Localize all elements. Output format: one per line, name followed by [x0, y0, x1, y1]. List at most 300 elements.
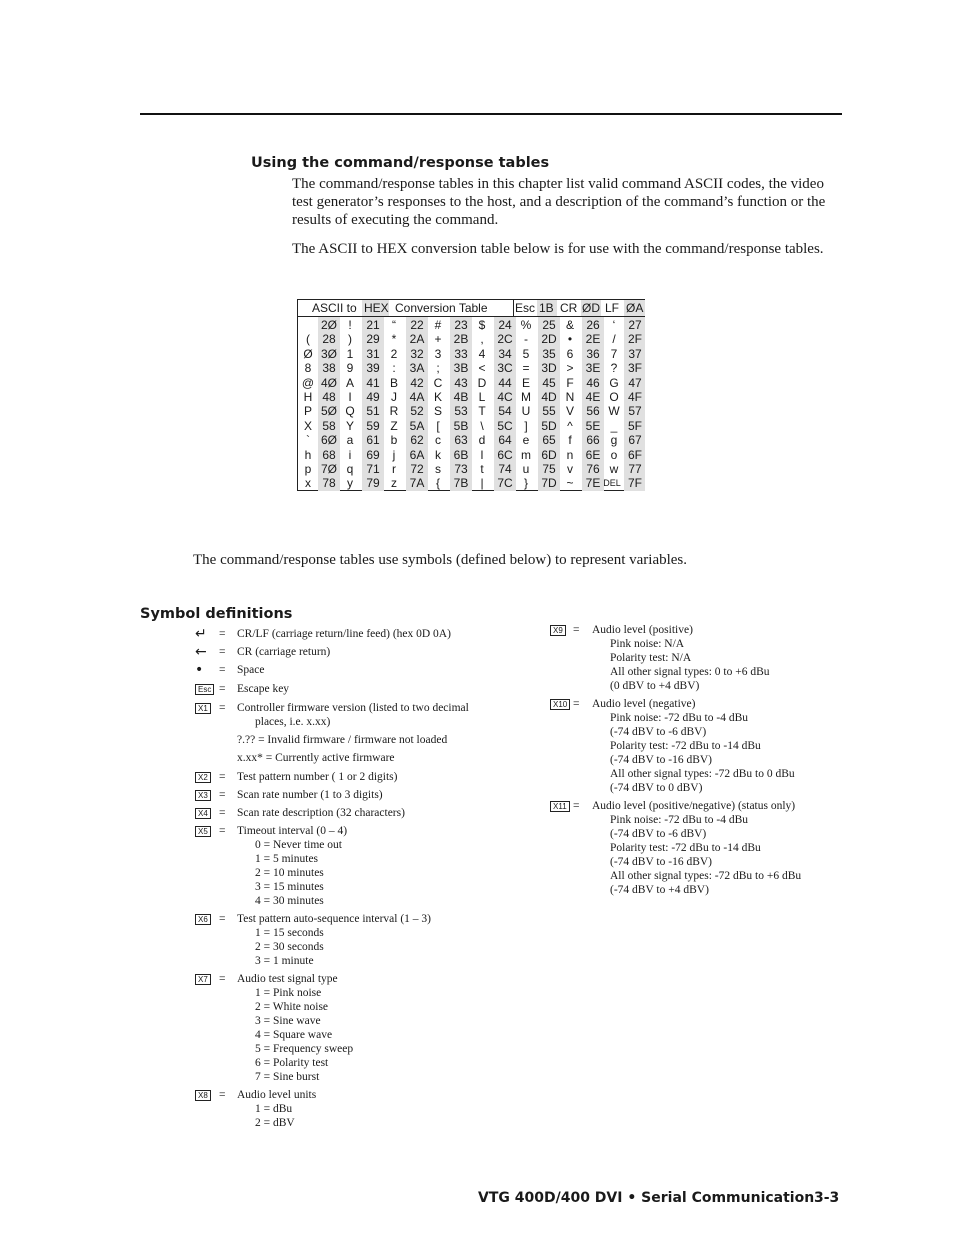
ascii-char-cell: v — [567, 462, 573, 476]
hex-code-cell: 3B — [453, 361, 469, 376]
table-row — [298, 347, 644, 362]
symbol-value: 5 = Frequency sweep — [255, 1043, 354, 1055]
ascii-char-cell: A — [345, 375, 354, 390]
symbol-key — [195, 701, 211, 715]
hex-code-cell: 7A — [409, 476, 425, 491]
hex-code-cell: 6Ø — [320, 433, 337, 448]
symbol-value: (-74 dBV to 0 dBV) — [610, 782, 703, 794]
ascii-char-cell: Y — [345, 418, 354, 433]
symbol-key — [195, 972, 211, 986]
ascii-char-cell: c — [435, 433, 441, 448]
hex-code-cell: 6A — [409, 447, 425, 462]
ascii-char-cell: B — [389, 375, 398, 390]
ascii-char-cell: q — [346, 462, 354, 476]
symbol-value: Pink noise: -72 dBu to -4 dBu — [610, 712, 749, 724]
symbol-value: Pink noise: -72 dBu to -4 dBu — [610, 814, 749, 826]
hex-code-cell: 53 — [454, 404, 468, 419]
ascii-hex-table — [297, 299, 645, 491]
hex-code-cell: 7Ø — [320, 462, 337, 476]
hex-code-cell: 44 — [498, 375, 512, 390]
symbol-value: (-74 dBV to -16 dBV) — [610, 856, 713, 868]
ascii-char-cell: 3 — [434, 346, 442, 361]
hex-code-cell: 5A — [409, 418, 425, 433]
variable-box: X3 — [195, 790, 211, 801]
symbol-value: Polarity test: N/A — [610, 652, 692, 664]
ascii-char-cell: I — [348, 390, 352, 404]
symbol-description: Scan rate description (32 characters) — [237, 807, 405, 819]
ascii-char-cell: h — [304, 447, 312, 462]
hex-code-cell: 45 — [542, 375, 556, 390]
hex-code-cell: 64 — [498, 433, 512, 448]
hex-code-cell: 72 — [410, 462, 424, 476]
table-row — [298, 390, 644, 405]
hex-code-cell: 46 — [586, 375, 600, 390]
hex-code-cell: 3F — [627, 361, 642, 376]
symbol-key — [195, 824, 211, 838]
symbol-description: Scan rate number (1 to 3 digits) — [237, 789, 383, 801]
hex-code-cell: 63 — [454, 433, 468, 448]
hex-code-cell: 5C — [497, 418, 513, 433]
ascii-char-cell: M — [521, 390, 531, 404]
hex-code-cell: 32 — [410, 346, 424, 361]
variable-box: X4 — [195, 808, 211, 819]
hex-code-cell: 3E — [585, 361, 601, 376]
hex-code-cell: 6F — [627, 447, 642, 462]
ascii-char-cell: DEL — [603, 478, 621, 489]
symbol-key — [195, 806, 211, 820]
symbol-value: All other signal types: 0 to +6 dBu — [610, 666, 770, 678]
table-row — [298, 462, 644, 477]
symbol-description: Audio test signal type — [237, 973, 338, 985]
symbol-value: 0 = Never time out — [255, 839, 342, 851]
ascii-char-cell: y — [347, 476, 353, 491]
ascii-char-cell: 4 — [478, 346, 486, 361]
symbol-note: ?.?? = Invalid firmware / firmware not loaded — [237, 734, 448, 746]
hex-code-cell: 39 — [366, 361, 380, 376]
ascii-char-cell: b — [390, 433, 398, 448]
hex-code-cell: 51 — [366, 404, 380, 419]
hex-code-cell: 73 — [454, 462, 468, 476]
hex-code-cell: 4E — [585, 390, 601, 404]
table-row — [298, 448, 644, 463]
hex-code-cell: 74 — [498, 462, 512, 476]
symbol-value: 2 = White noise — [255, 1001, 329, 1013]
ascii-char-cell: ‘ — [612, 318, 616, 332]
ascii-char-cell: ( — [306, 332, 310, 347]
equals-sign: = — [219, 789, 226, 801]
ascii-char-cell: s — [435, 462, 441, 476]
equals-sign: = — [219, 973, 226, 985]
ascii-char-cell: p — [304, 462, 312, 476]
symbol-value: 3 = 15 minutes — [255, 881, 324, 893]
ascii-char-cell: ) — [348, 332, 352, 347]
table-title-conversion: Conversion Table — [395, 301, 488, 315]
ascii-char-cell: l — [480, 447, 484, 462]
hex-code-cell: 59 — [366, 418, 380, 433]
footer-title: VTG 400D/400 DVI • Serial Communication — [478, 1190, 815, 1206]
variable-box: X10 — [550, 699, 570, 710]
ascii-char-cell: ^ — [567, 418, 573, 433]
ascii-char-cell: K — [433, 390, 442, 404]
symbol-description: Audio level (negative) — [592, 698, 696, 710]
ascii-char-cell: = — [522, 361, 530, 376]
ascii-char-cell: Z — [390, 418, 398, 433]
hex-code-cell: 2F — [627, 332, 642, 347]
intro-paragraph: The command/response tables in this chapter list valid command ASCII codes, the video test generator’s responses to the host, and a description of the command’s function or the results of executing the command. — [292, 176, 826, 228]
equals-sign: = — [219, 683, 226, 695]
ascii-char-cell: n — [566, 447, 574, 462]
ascii-char-cell: D — [477, 375, 487, 390]
symbol-value: (-74 dBV to -6 dBV) — [610, 726, 707, 738]
ascii-char-cell: # — [434, 318, 442, 332]
hex-code-cell: 78 — [322, 476, 336, 491]
ascii-char-cell: , — [480, 332, 484, 347]
ascii-char-cell: X — [303, 418, 312, 433]
ascii-char-cell: P — [303, 404, 312, 419]
table-row — [298, 318, 644, 333]
hex-code-cell: 71 — [366, 462, 380, 476]
ascii-char-cell: j — [392, 447, 396, 462]
equals-sign: = — [219, 771, 226, 783]
hex-code-cell: 3D — [541, 361, 557, 376]
hex-code-cell: 4C — [497, 390, 513, 404]
ascii-char-cell: C — [433, 375, 443, 390]
hex-code-cell: 7E — [585, 476, 601, 491]
symbol-value: 6 = Polarity test — [255, 1057, 329, 1069]
cr-hex: ØD — [582, 301, 600, 315]
symbol-value: 4 = 30 minutes — [255, 895, 324, 907]
ascii-char-cell: w — [609, 462, 619, 476]
symbols-intro-paragraph: The command/response tables use symbols (defined below) to represent variables. — [193, 552, 688, 568]
symbol-description: CR/LF (carriage return/line feed) (hex 0D 0A) — [237, 628, 451, 640]
ascii-char-cell: \ — [480, 418, 484, 433]
ascii-char-cell: % — [520, 318, 532, 332]
hex-code-cell: 47 — [628, 375, 642, 390]
variable-box: X2 — [195, 772, 211, 783]
ascii-char-cell: 7 — [610, 346, 618, 361]
symbol-description: Escape key — [237, 683, 290, 695]
symbol-key — [550, 799, 570, 813]
ascii-char-cell: 8 — [304, 361, 312, 376]
hex-code-cell: 2D — [541, 332, 557, 347]
ascii-char-cell: } — [523, 476, 528, 491]
equals-sign: = — [219, 913, 226, 925]
ascii-char-cell: & — [565, 318, 574, 332]
hex-code-cell: 66 — [586, 433, 600, 448]
hex-code-cell: 48 — [322, 390, 336, 404]
ascii-char-cell: J — [391, 390, 397, 404]
symbol-value: (-74 dBV to -16 dBV) — [610, 754, 713, 766]
ascii-char-cell: { — [435, 476, 440, 491]
left-arrow-icon: ← — [195, 644, 207, 660]
variable-box: X8 — [195, 1090, 211, 1101]
ascii-char-cell: u — [522, 462, 530, 476]
ascii-char-cell: t — [480, 462, 484, 476]
equals-sign: = — [219, 646, 226, 658]
hex-code-cell: 4A — [409, 390, 425, 404]
hex-code-cell: 22 — [410, 318, 424, 332]
symbol-value: 4 = Square wave — [255, 1029, 333, 1041]
hex-code-cell: 79 — [366, 476, 380, 491]
symbol-key — [195, 682, 214, 696]
symbol-value: (-74 dBV to +4 dBV) — [610, 884, 709, 896]
ascii-char-cell: r — [392, 462, 396, 476]
ascii-char-cell: ` — [306, 433, 310, 448]
symbol-description: CR (carriage return) — [237, 646, 331, 658]
hex-code-cell: 7C — [497, 476, 513, 491]
ascii-char-cell: : — [392, 361, 396, 376]
table-row — [298, 433, 644, 448]
hex-code-cell: 6C — [497, 447, 513, 462]
symbol-value: 3 = Sine wave — [255, 1015, 321, 1027]
ascii-char-cell: 9 — [346, 361, 354, 376]
table-row — [298, 376, 644, 391]
equals-sign: = — [573, 698, 580, 710]
hex-code-cell: 77 — [628, 462, 642, 476]
symbol-value: 1 = Pink noise — [255, 987, 322, 999]
ascii-char-cell: < — [478, 361, 486, 376]
symbol-value: All other signal types: -72 dBu to +6 dBu — [610, 870, 802, 882]
top-rule — [140, 113, 842, 115]
ascii-char-cell: ; — [436, 361, 440, 376]
hex-code-cell: 38 — [322, 361, 336, 376]
hex-code-cell: 28 — [322, 332, 336, 347]
symbol-value: Polarity test: -72 dBu to -14 dBu — [610, 842, 761, 854]
ascii-char-cell: F — [566, 375, 574, 390]
ascii-char-cell: S — [433, 404, 442, 419]
section-title: Using the command/response tables — [251, 155, 550, 171]
hex-code-cell: 76 — [586, 462, 600, 476]
ascii-char-cell: • — [567, 332, 573, 347]
hex-code-cell: 5Ø — [320, 404, 337, 419]
ascii-char-cell: ~ — [566, 476, 574, 491]
ascii-char-cell: $ — [478, 318, 486, 332]
symbol-value: 2 = 10 minutes — [255, 867, 324, 879]
hex-code-cell: 6B — [453, 447, 469, 462]
hex-code-cell: 42 — [410, 375, 424, 390]
hex-code-cell: 4D — [541, 390, 557, 404]
ascii-char-cell: _ — [610, 418, 618, 433]
hex-code-cell: 2B — [453, 332, 469, 347]
hex-code-cell: 23 — [454, 318, 468, 332]
variable-box: X1 — [195, 703, 211, 714]
symbol-key — [195, 1088, 211, 1102]
symbol-description: Audio level (positive) — [592, 624, 693, 636]
hex-code-cell: 43 — [454, 375, 468, 390]
ascii-char-cell: U — [521, 404, 531, 419]
ascii-char-cell: * — [391, 332, 397, 347]
equals-sign: = — [219, 628, 226, 640]
hex-code-cell: 57 — [628, 404, 642, 419]
hex-code-cell: 2C — [497, 332, 513, 347]
hex-code-cell: 62 — [410, 433, 424, 448]
symbol-value: 2 = dBV — [255, 1117, 295, 1129]
hex-code-cell: 36 — [586, 346, 600, 361]
table-row — [298, 332, 644, 347]
ascii-char-cell: ? — [610, 361, 618, 376]
ascii-char-cell: ] — [524, 418, 528, 433]
cr-label: CR — [560, 301, 578, 315]
ascii-intro-paragraph: The ASCII to HEX conversion table below is for use with the command/response tables. — [292, 241, 824, 257]
symbol-description: Controller firmware version (listed to two decimal — [237, 702, 469, 714]
hex-code-cell: 5E — [585, 418, 601, 433]
hex-code-cell: 31 — [366, 346, 380, 361]
table-row — [298, 419, 644, 434]
symbol-description: Timeout interval (0 – 4) — [237, 825, 348, 837]
symbol-value: (-74 dBV to -6 dBV) — [610, 828, 707, 840]
hex-code-cell: 25 — [542, 318, 556, 332]
hex-code-cell: 35 — [542, 346, 556, 361]
ascii-char-cell: i — [348, 447, 352, 462]
symbol-value: 1 = 5 minutes — [255, 853, 319, 865]
ascii-char-cell: H — [303, 390, 313, 404]
hex-code-cell: 58 — [322, 418, 336, 433]
symbol-description: Test pattern number ( 1 or 2 digits) — [237, 771, 398, 783]
variable-box: X6 — [195, 914, 211, 925]
equals-sign: = — [219, 664, 226, 676]
hex-code-cell: 24 — [498, 318, 512, 332]
symbol-key — [550, 697, 570, 711]
ascii-char-cell: E — [521, 375, 530, 390]
hex-code-cell: 5F — [627, 418, 642, 433]
page-number: 3-3 — [814, 1190, 840, 1206]
ascii-char-cell: Q — [345, 404, 355, 419]
ascii-char-cell: + — [434, 332, 442, 347]
hex-code-cell: 41 — [366, 375, 380, 390]
symbol-value: (0 dBV to +4 dBV) — [610, 680, 700, 692]
variable-box: X9 — [550, 625, 566, 636]
hex-code-cell: 3C — [497, 361, 513, 376]
ascii-char-cell: @ — [301, 375, 315, 390]
variable-box: X5 — [195, 826, 211, 837]
hex-code-cell: 4B — [453, 390, 469, 404]
hex-code-cell: 67 — [628, 433, 642, 448]
symbol-value: All other signal types: -72 dBu to 0 dBu — [610, 768, 795, 780]
equals-sign: = — [573, 624, 580, 636]
hex-code-cell: 2A — [409, 332, 425, 347]
ascii-char-cell: f — [568, 433, 572, 448]
symbol-value: 2 = 30 seconds — [255, 941, 324, 953]
hex-code-cell: 7B — [453, 476, 469, 491]
ascii-char-cell: o — [610, 447, 618, 462]
hex-code-cell: 3Ø — [320, 346, 337, 361]
ascii-char-cell: L — [478, 390, 486, 404]
ascii-char-cell: V — [565, 404, 574, 419]
table-row — [298, 404, 644, 419]
hex-code-cell: 29 — [366, 332, 380, 347]
ascii-char-cell: T — [478, 404, 486, 419]
symbol-key — [195, 770, 211, 784]
variable-box: X7 — [195, 974, 211, 985]
hex-code-cell: 26 — [586, 318, 600, 332]
hex-code-cell: 4Ø — [320, 375, 337, 390]
equals-sign: = — [219, 825, 226, 837]
hex-code-cell: 27 — [628, 318, 642, 332]
equals-sign: = — [219, 807, 226, 819]
ascii-char-cell: d — [478, 433, 486, 448]
hex-code-cell: 65 — [542, 433, 556, 448]
symbol-value: 3 = 1 minute — [255, 955, 314, 967]
hex-code-cell: 2Ø — [320, 318, 337, 332]
ascii-char-cell: 2 — [390, 346, 398, 361]
symbol-definitions-title: Symbol definitions — [140, 606, 293, 622]
symbol-description-continued: places, i.e. x.xx) — [255, 716, 331, 728]
table-title-hex: HEX — [364, 301, 389, 315]
ascii-char-cell: “ — [392, 318, 396, 332]
hex-code-cell: 7F — [627, 476, 642, 491]
return-arrow-icon: ↵ — [195, 626, 207, 642]
symbol-description: Audio level units — [237, 1089, 317, 1101]
hex-code-cell: 3A — [409, 361, 425, 376]
symbol-value: 1 = dBu — [255, 1103, 293, 1115]
hex-code-cell: 37 — [628, 346, 642, 361]
ascii-char-cell: N — [565, 390, 575, 404]
symbol-key — [195, 788, 211, 802]
symbol-note: x.xx* = Currently active firmware — [237, 752, 395, 764]
symbol-description: Audio level (positive/negative) (status only) — [592, 800, 796, 812]
ascii-char-cell: O — [609, 390, 619, 404]
hex-code-cell: 5D — [541, 418, 557, 433]
lf-hex: ØA — [626, 301, 644, 315]
ascii-char-cell: W — [608, 404, 620, 419]
ascii-char-cell: k — [435, 447, 441, 462]
symbol-value: Pink noise: N/A — [610, 638, 685, 650]
ascii-char-cell: [ — [436, 418, 440, 433]
hex-code-cell: 7D — [541, 476, 557, 491]
hex-code-cell: 34 — [498, 346, 512, 361]
symbol-key — [550, 623, 566, 637]
variable-box: Esc — [195, 684, 214, 695]
symbol-key — [195, 912, 211, 926]
ascii-char-cell: 1 — [346, 346, 354, 361]
ascii-char-cell: > — [566, 361, 574, 376]
symbol-value: Polarity test: -72 dBu to -14 dBu — [610, 740, 761, 752]
bullet-icon: • — [195, 662, 204, 678]
ascii-char-cell: a — [346, 433, 354, 448]
ascii-char-cell: - — [524, 332, 528, 347]
hex-code-cell: 33 — [454, 346, 468, 361]
esc-label: Esc — [515, 301, 536, 315]
hex-code-cell: 68 — [322, 447, 336, 462]
variable-box: X11 — [550, 801, 570, 812]
hex-code-cell: 4F — [627, 390, 642, 404]
ascii-char-cell: m — [521, 447, 531, 462]
hex-code-cell: 61 — [366, 433, 380, 448]
equals-sign: = — [219, 1089, 226, 1101]
hex-code-cell: 54 — [498, 404, 512, 419]
symbol-description: Test pattern auto-sequence interval (1 – 3) — [237, 913, 431, 925]
ascii-char-cell: 6 — [566, 346, 574, 361]
ascii-char-cell: ! — [348, 318, 352, 332]
ascii-char-cell: R — [389, 404, 399, 419]
hex-code-cell: 5B — [453, 418, 469, 433]
hex-code-cell: 55 — [542, 404, 556, 419]
ascii-char-cell: g — [610, 433, 618, 448]
ascii-char-cell: 5 — [522, 346, 530, 361]
hex-code-cell: 49 — [366, 390, 380, 404]
hex-code-cell: 56 — [586, 404, 600, 419]
lf-label: LF — [605, 301, 620, 315]
symbol-value: 1 = 15 seconds — [255, 927, 324, 939]
equals-sign: = — [573, 800, 580, 812]
hex-code-cell: 52 — [410, 404, 424, 419]
ascii-char-cell: e — [522, 433, 530, 448]
hex-code-cell: 75 — [542, 462, 556, 476]
hex-code-cell: 69 — [366, 447, 380, 462]
table-title-ascii: ASCII to — [312, 301, 357, 315]
ascii-char-cell: z — [391, 476, 397, 491]
ascii-char-cell: Ø — [303, 346, 313, 361]
